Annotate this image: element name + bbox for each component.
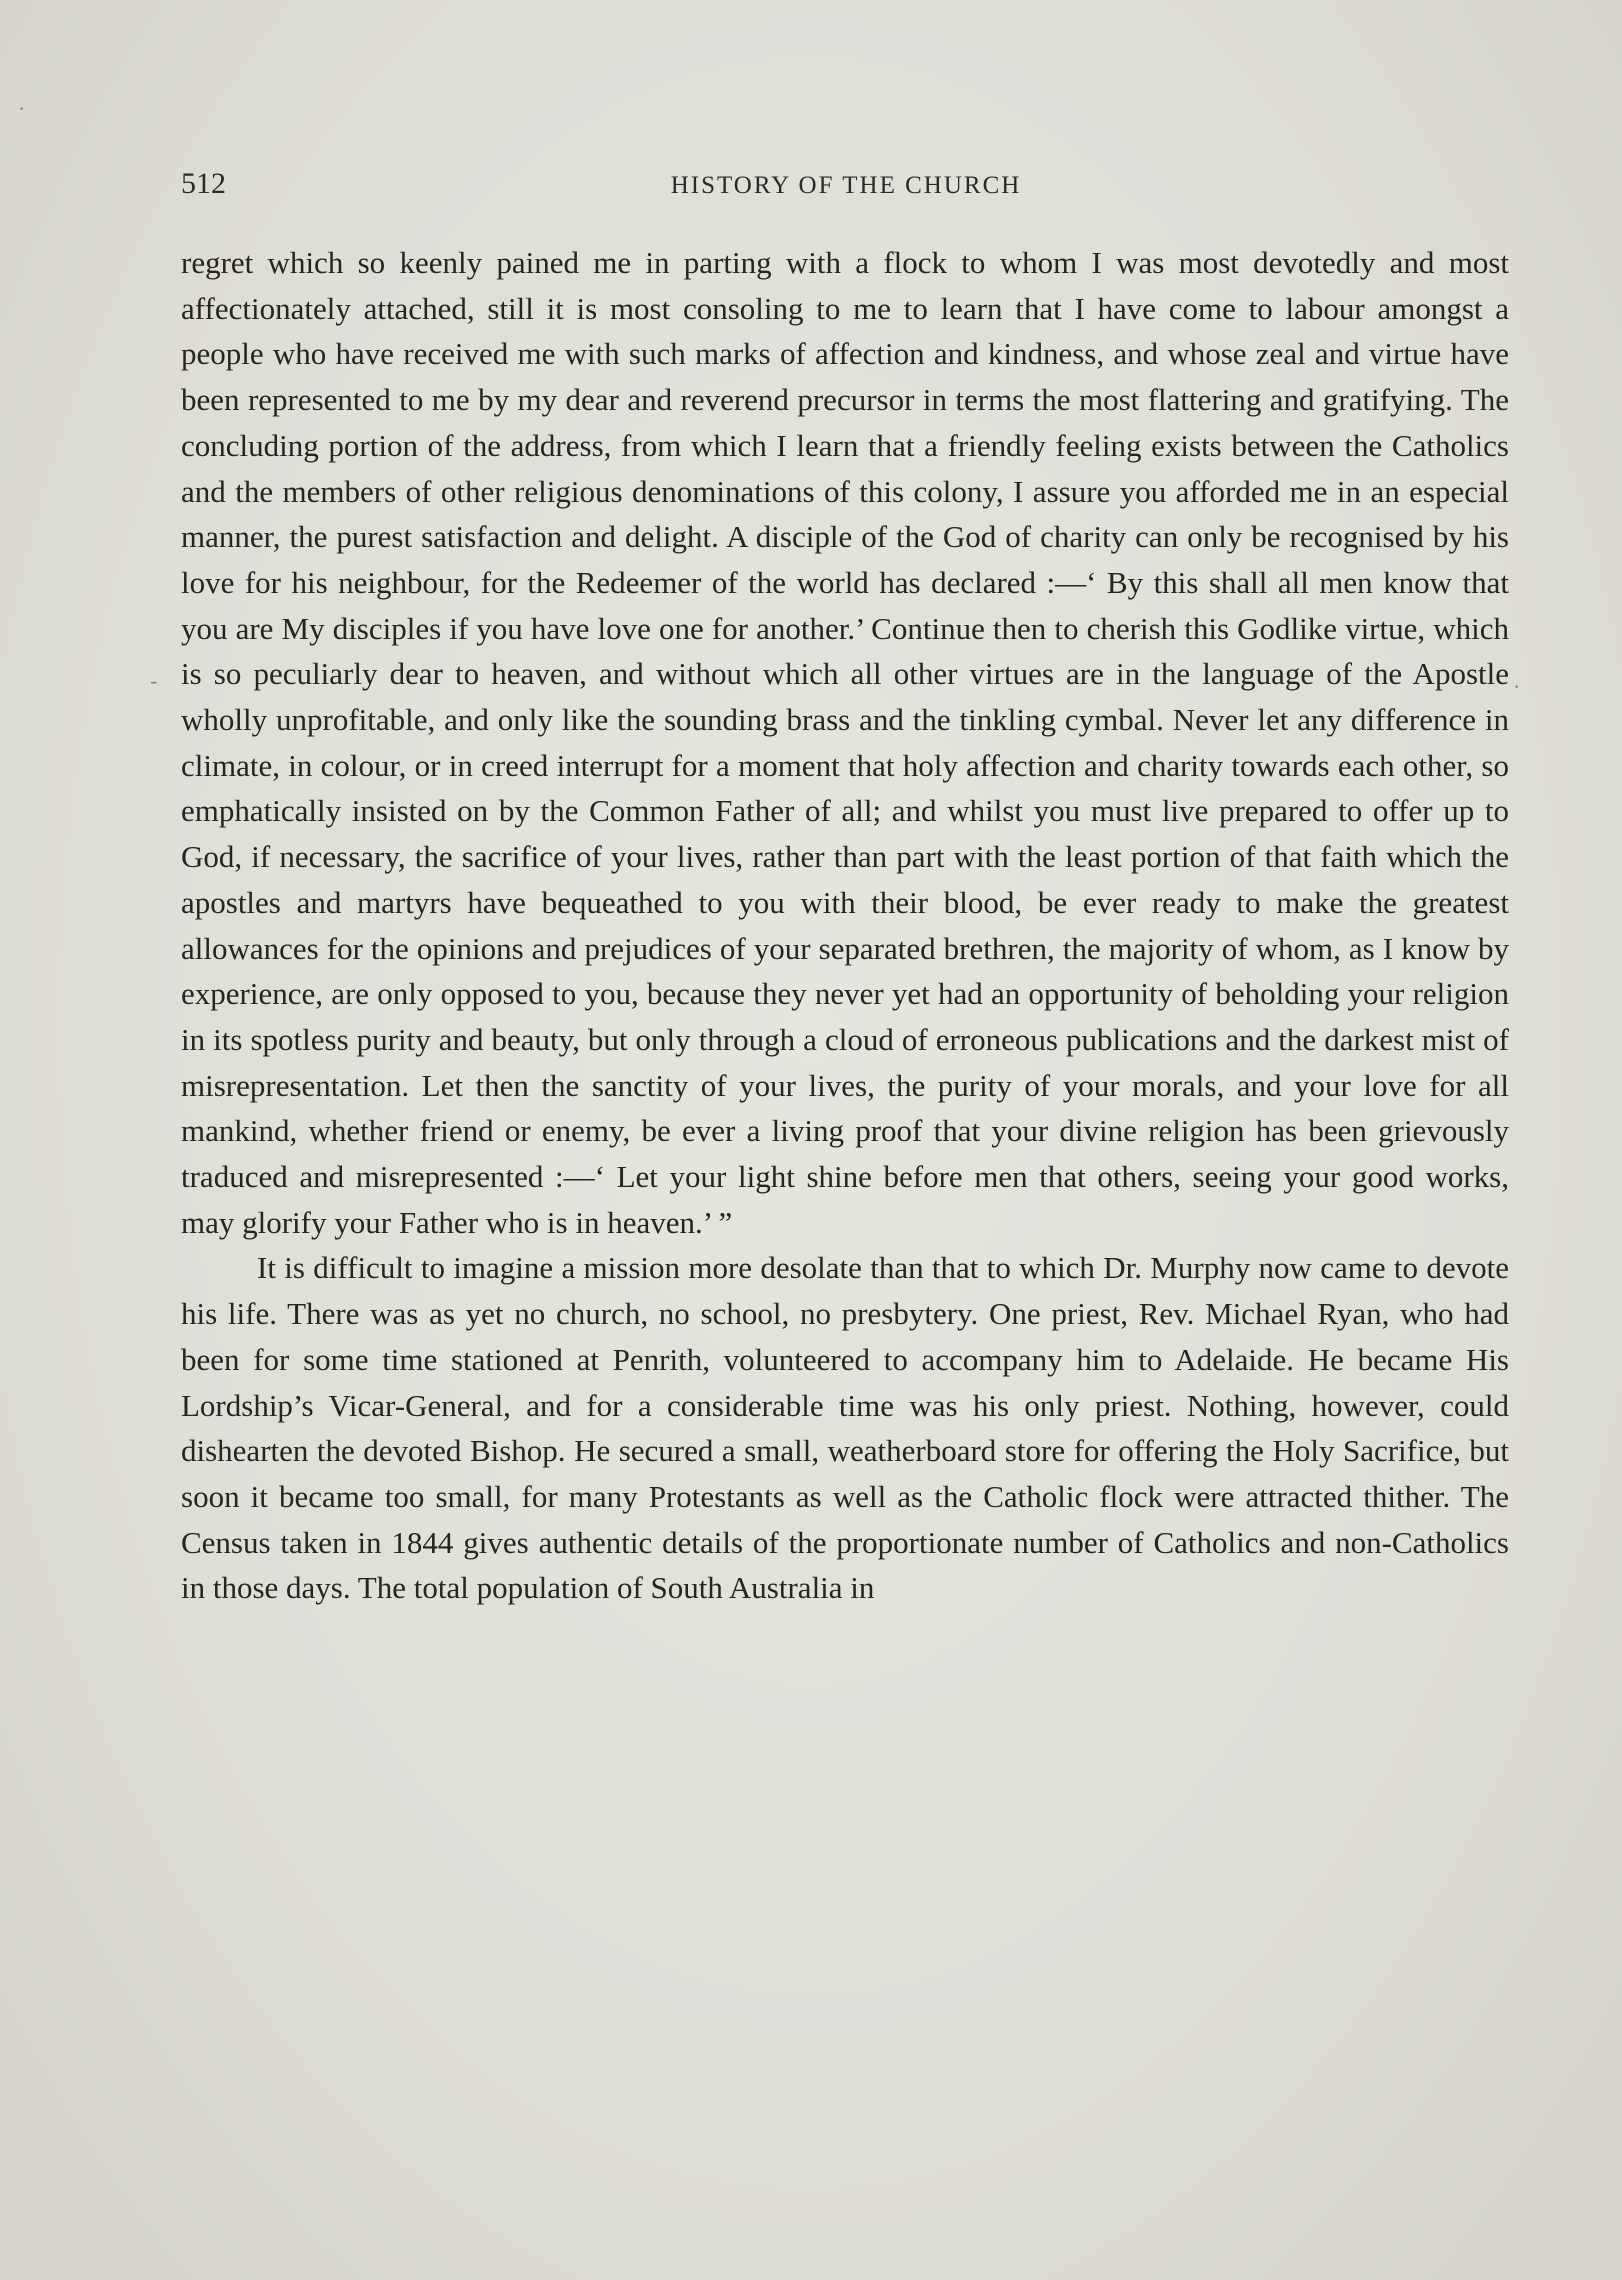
running-title: HISTORY OF THE CHURCH — [670, 172, 1022, 199]
running-head — [181, 164, 1511, 204]
page-number: 512 — [181, 167, 226, 200]
margin-mark-corner: · — [18, 96, 26, 121]
paragraph-continued: regret which so keenly pained me in parting with a flock to whom I was most devotedly and most affectionately attached, still it is most consoling to me to learn that I have come to labour amongst a people who have received me with such marks of affection and kindness, and whose zeal and virtue have been represented to me by my dear and reverend precursor in terms the most flattering and gratifying. The concluding portion of the address, from which I learn that a friendly feeling exists between the Catholics and the members of other religious denominations of this colony, I assure you afforded me in an especial manner, the purest satisfaction and delight. A disciple of the God of charity can only be recognised by his love for his neighbour, for the Redeemer of the world has declared :—‘ By this shall all men know that you are My disciples if you have love one for another.’ Continue then to cherish this Godlike virtue, which is so peculiarly dear to heaven, and without which all other virtues are in the language of the Apostle wholly unprofitable, and only like the sounding brass and the tinkling cymbal. Never let any difference in climate, in colour, or in creed interrupt for a moment that holy affection and charity towards each other, so emphatically insisted on by the Common Father of all; and whilst you must live prepared to offer up to God, if necessary, the sacrifice of your lives, rather than part with the least portion of that faith which the apostles and martyrs have bequeathed to you with their blood, be ever ready to make the greatest allowances for the opinions and prejudices of your separated brethren, the majority of whom, as I know by experience, are only opposed to you, because they never yet had an opportunity of beholding your religion in its spotless purity and beauty, but only through a cloud of erroneous publications and the darkest mist of misrepresentation. Let then the sanctity of your lives, the purity of your morals, and your love for all mankind, whether friend or enemy, be ever a living proof that your divine religion has been grievously traduced and misrepresented :—‘ Let your light shine before men that others, seeing your good works, may glorify your Father who is in heaven.’ ” — [181, 245, 1509, 1240]
margin-mark-right: . — [1514, 668, 1520, 693]
paragraph-mission: It is difficult to imagine a mission more desolate than that to which Dr. Murphy now came to devote his life. There was as yet no church, no school, no presbytery. One priest, Rev. Michael Ryan, who had been for some time stationed at Penrith, volunteered to accompany him to Adelaide. He became His Lordship’s Vicar-General, and for a considerable time was his only priest. Nothing, however, could dishearten the devoted Bishop. He secured a small, weatherboard store for offering the Holy Sacrifice, but soon it became too small, for many Protestants as well as the Catholic flock were attracted thither. The Census taken in 1844 gives authentic details of the proportionate number of Catholics and non-Catholics in those days. The total population of South Australia in — [181, 1250, 1509, 1606]
margin-mark-left: - — [150, 668, 158, 693]
body-text — [181, 240, 1509, 1611]
